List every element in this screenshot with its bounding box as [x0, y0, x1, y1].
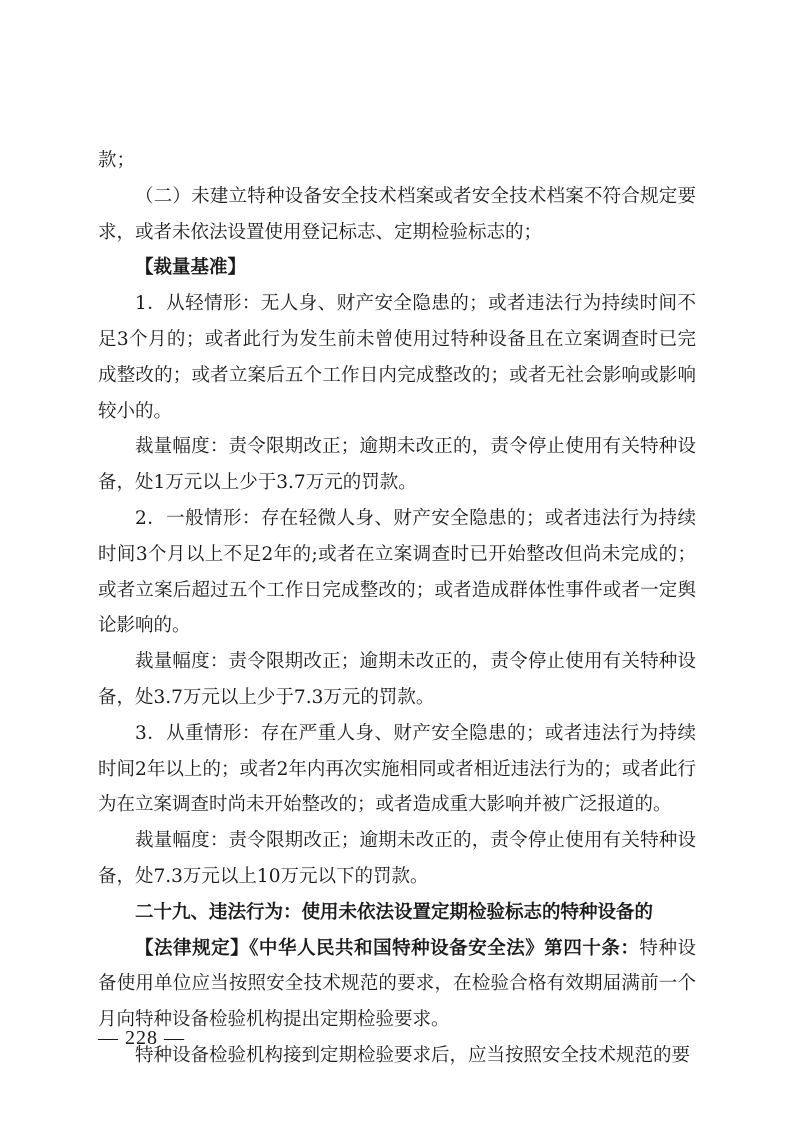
page-number: — 228 —: [98, 1027, 185, 1049]
section-heading-discretion-standard: 【裁量基准】: [135, 257, 247, 279]
paragraph-8: 裁量幅度：责令限期改正；逾期未改正的，责令停止使用有关特种设备，处7.3万元以上10万元以下的罚款。: [98, 830, 696, 887]
law-provision-label: 【法律规定】《中华人民共和国特种设备安全法》第四十条：: [135, 937, 640, 959]
paragraph-6: 裁量幅度：责令限期改正；逾期未改正的，责令停止使用有关特种设备，处3.7万元以上少于7.3万元的罚款。: [98, 651, 696, 708]
paragraph-3: 1．从轻情形：无人身、财产安全隐患的；或者违法行为持续时间不足3个月的；或者此行为发生前未曾使用过特种设备且在立案调查时已完成整改的；或者立案后五个工作日内完成整改的；或者无社会影响或影响较小的。: [98, 293, 696, 422]
paragraph-0: 款；: [98, 150, 136, 171]
paragraph-5: 2．一般情形：存在轻微人身、财产安全隐患的；或者违法行为持续时间3个月以上不足2年的;或者在立案调查时已开始整改但尚未完成的；或者立案后超过五个工作日完成整改的；或者造成群体性事件或者一定舆论影响的。: [98, 507, 696, 637]
paragraph-11: 特种设备检验机构接到定期检验要求后，应当按照安全技术规范的要: [135, 1044, 691, 1066]
paragraph-7: 3．从重情形：存在严重人身、财产安全隐患的；或者违法行为持续时间2年以上的；或者2年内再次实施相同或者相近违法行为的；或者此行为在立案调查时尚未开始整改的；或者造成重大影响并被广泛报道的。: [98, 722, 696, 816]
body-text: [98, 143, 696, 1074]
paragraph-law-provision: 【法律规定】《中华人民共和国特种设备安全法》第四十条：特种设备使用单位应当按照安全技术规范的要求，在检验合格有效期届满前一个月向特种设备检验机构提出定期检验要求。: [98, 937, 696, 1031]
paragraph-4: 裁量幅度：责令限期改正；逾期未改正的，责令停止使用有关特种设备，处1万元以上少于3.7万元的罚款。: [98, 436, 696, 494]
section-heading-violation-29: 二十九、违法行为：使用未依法设置定期检验标志的特种设备的: [135, 901, 654, 923]
paragraph-1: （二）未建立特种设备安全技术档案或者安全技术档案不符合规定要求，或者未依法设置使用登记标志、定期检验标志的；: [98, 185, 696, 243]
